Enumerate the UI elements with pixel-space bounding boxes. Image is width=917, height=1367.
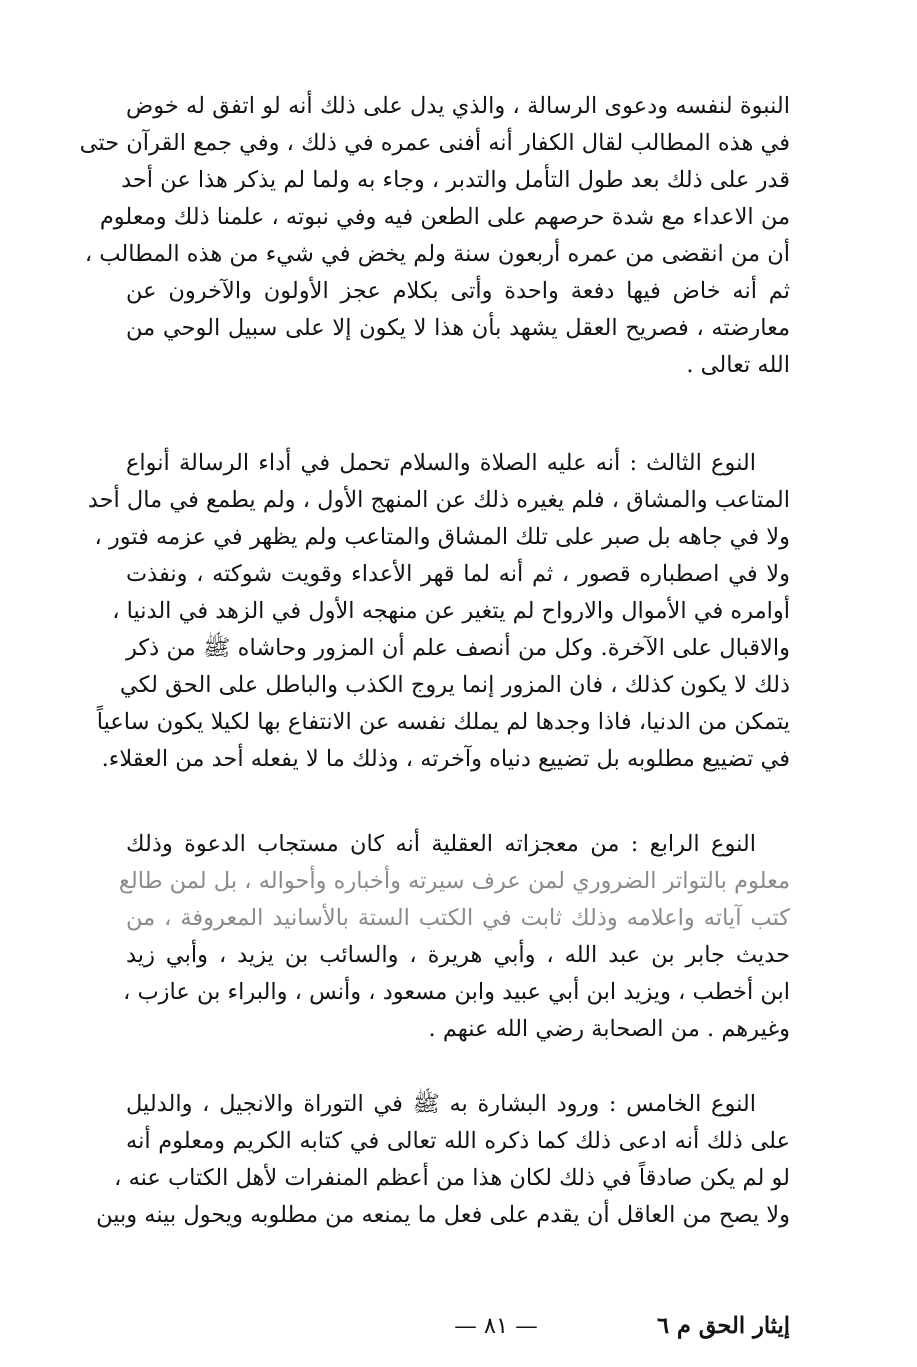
text-line: أن من انقضى من عمره أربعون سنة ولم يخض في شيء من هذه المطالب ، bbox=[84, 241, 790, 267]
paragraph-fourth-type bbox=[118, 826, 790, 1048]
text-line: ثم أنه خاض فيها دفعة واحدة وأتى بكلام عجز الأولون والآخرون عن bbox=[126, 278, 790, 304]
text-line: يتمكن من الدنيا، فاذا وجدها لم يملك نفسه عن الانتفاع بها لكيلا يكون ساعياً bbox=[96, 709, 790, 735]
text-line: ابن أخطب ، ويزيد ابن أبي عبيد وابن مسعود ، وأنس ، والبراء بن عازب ، bbox=[123, 979, 790, 1005]
text-line: الله تعالى . bbox=[686, 352, 790, 378]
text-line: والاقبال على الآخرة. وكل من أنصف علم أن المزور وحاشاه ﷺ من ذكر bbox=[126, 635, 790, 661]
page-footer bbox=[126, 1306, 790, 1346]
text-line: كتب آياته واعلامه وذلك ثابت في الكتب الستة بالأسانيد المعروفة ، من bbox=[126, 905, 790, 931]
text-line: على ذلك أنه ادعى ذلك كما ذكره الله تعالى في كتابه الكريم ومعلوم أنه bbox=[126, 1128, 790, 1154]
paragraph-third-type bbox=[87, 445, 790, 778]
text-line: معلوم بالتواتر الضروري لمن عرف سيرته وأخباره وأحواله ، بل لمن طالع bbox=[118, 868, 790, 894]
text-line: النوع الثالث : أنه عليه الصلاة والسلام تحمل في أداء الرسالة أنواع bbox=[126, 450, 756, 476]
text-line: في تضييع مطلوبه بل تضييع دنياه وآخرته ، وذلك ما لا يفعله أحد من العقلاء. bbox=[101, 746, 790, 772]
paragraph-fifth-type bbox=[96, 1086, 790, 1234]
text-line: حديث جابر بن عبد الله ، وأبي هريرة ، والسائب بن يزيد ، وأبي زيد bbox=[126, 942, 790, 968]
text-line: لو لم يكن صادقاً في ذلك لكان هذا من أعظم المنفرات لأهل الكتاب عنه ، bbox=[114, 1165, 790, 1191]
paragraph-prophethood-argument bbox=[79, 88, 790, 384]
text-line: معارضته ، فصريح العقل يشهد بأن هذا لا يكون إلا على سبيل الوحي من bbox=[126, 315, 790, 341]
book-title-footer: إيثار الحق م ٦ bbox=[657, 1313, 790, 1339]
text-line: ذلك لا يكون كذلك ، فان المزور إنما يروج الكذب والباطل على الحق لكي bbox=[119, 672, 790, 698]
page-number: — ٨١ — bbox=[454, 1313, 538, 1339]
text-line: أوامره في الأموال والارواح لم يتغير عن منهجه الأول في الزهد في الدنيا ، bbox=[112, 598, 790, 624]
text-line: ولا يصح من العاقل أن يقدم على فعل ما يمنعه من مطلوبه ويحول بينه وبين bbox=[96, 1202, 790, 1228]
text-line: ولا في اصطباره قصور ، ثم أنه لما قهر الأعداء وقويت شوكته ، ونفذت bbox=[126, 561, 790, 587]
text-line: قدر على ذلك بعد طول التأمل والتدبر ، وجاء به ولما لم يذكر هذا عن أحد bbox=[121, 167, 790, 193]
text-line: ولا في جاهه بل صبر على تلك المشاق والمتاعب ولم يظهر في عزمه فتور ، bbox=[94, 524, 790, 550]
text-line: في هذه المطالب لقال الكفار أنه أفنى عمره في ذلك ، وفي جمع القرآن حتى bbox=[79, 130, 790, 156]
text-line: النبوة لنفسه ودعوى الرسالة ، والذي يدل على ذلك أنه لو اتفق له خوض bbox=[126, 93, 790, 119]
text-line: وغيرهم . من الصحابة رضي الله عنهم . bbox=[428, 1016, 790, 1042]
text-line: النوع الخامس : ورود البشارة به ﷺ في التوراة والانجيل ، والدليل bbox=[126, 1091, 756, 1117]
text-line: من الاعداء مع شدة حرصهم على الطعن فيه وفي نبوته ، علمنا ذلك ومعلوم bbox=[99, 204, 790, 230]
text-line: النوع الرابع : من معجزاته العقلية أنه كان مستجاب الدعوة وذلك bbox=[126, 831, 756, 857]
text-line: المتاعب والمشاق ، فلم يغيره ذلك عن المنهج الأول ، ولم يطمع في مال أحد bbox=[87, 487, 790, 513]
